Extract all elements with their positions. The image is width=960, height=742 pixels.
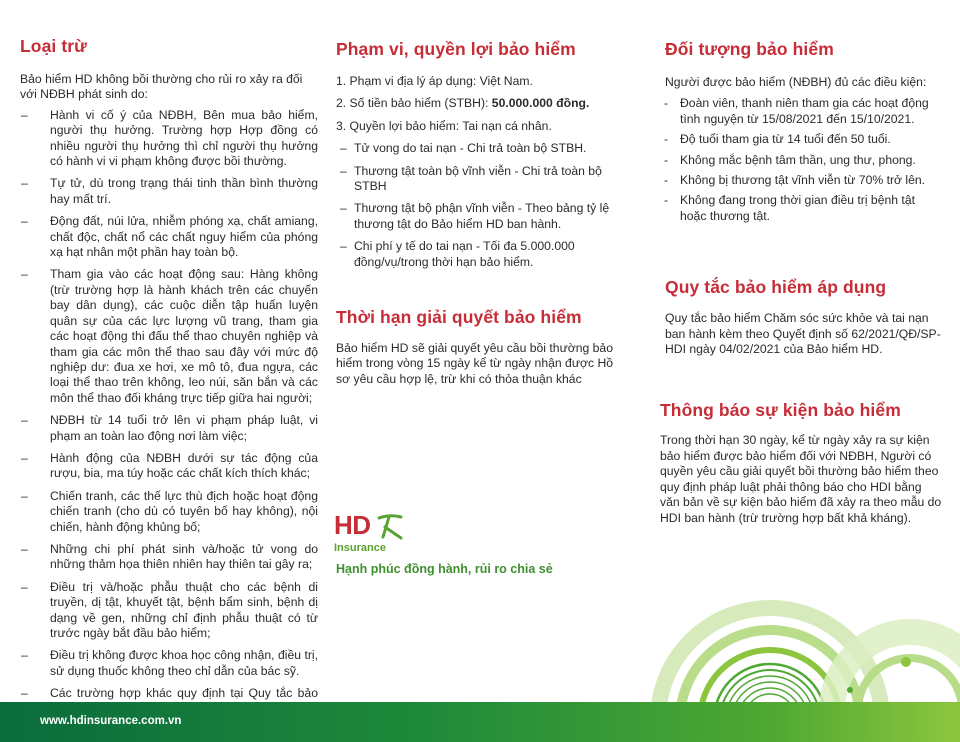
hd-insurance-logo bbox=[334, 512, 404, 555]
insured-intro: Người được bảo hiểm (NĐBH) đủ các điều kiện: bbox=[665, 75, 927, 89]
list-item: - Không đang trong thời gian điều trị bệnh tật hoặc thương tật. bbox=[660, 193, 942, 224]
exclusions-title: Loại trừ bbox=[20, 36, 87, 56]
footer-bar bbox=[0, 702, 960, 742]
notification-title: Thông báo sự kiện bảo hiểm bbox=[660, 400, 901, 421]
list-item: – Điều trị và/hoặc phẫu thuật cho các bệnh di truyền, dị tật, khuyết tật, bệnh bẩm sinh, bệnh dị dạng về gen, những chỉ định phẫu thuật có từ trước ngày bắt đầu bảo hiểm; bbox=[20, 580, 318, 642]
list-item: – Điều trị không được khoa học công nhận, điều trị, sử dụng thuốc không theo chỉ dẫn của bác sỹ. bbox=[20, 648, 318, 679]
insured-panel bbox=[660, 0, 942, 526]
logo-text: HD bbox=[334, 510, 371, 540]
rules-text: Quy tắc bảo hiểm Chăm sóc sức khỏe và tai nạn ban hành kèm theo Quyết định số 62/2021/QĐ/SP-HDI ngày 04/02/2021 của Bảo hiểm HD. bbox=[665, 311, 941, 357]
list-item: – NĐBH từ 14 tuổi trở lên vi phạm pháp luật, vi phạm an toàn lao động nơi làm việc; bbox=[20, 413, 318, 444]
rules-title: Quy tắc bảo hiểm áp dụng bbox=[665, 277, 887, 298]
list-item: - Độ tuổi tham gia từ 14 tuổi đến 50 tuổi. bbox=[660, 132, 942, 147]
slogan: Hạnh phúc đồng hành, rủi ro chia sẻ bbox=[336, 562, 553, 576]
list-item: – Các trường hợp khác quy định tại Quy tắc bảo bbox=[20, 686, 318, 717]
logo-subtext: Insurance bbox=[334, 542, 386, 554]
exclusions-panel bbox=[20, 0, 318, 724]
list-item: – Tử vong do tai nạn - Chi trả toàn bộ STBH. bbox=[336, 141, 626, 156]
list-item: – Chiến tranh, các thế lực thù địch hoặc hoạt động chiến tranh (cho dù có tuyên bố hay không), nội chiến, hành động khủng bố; bbox=[20, 489, 318, 535]
exclusions-list bbox=[20, 108, 318, 717]
insured-conditions-list bbox=[660, 96, 942, 224]
exclusions-intro: Bảo hiểm HD không bồi thường cho rủi ro xảy ra đối với NĐBH phát sinh do: bbox=[20, 72, 303, 102]
list-item: - Đoàn viên, thanh niên tham gia các hoạt động tình nguyện từ 15/08/2021 đến 15/10/2021. bbox=[660, 96, 942, 127]
coverage-benefits-heading: 3. Quyền lợi bảo hiểm: Tai nạn cá nhân. bbox=[336, 118, 552, 133]
benefits-list bbox=[336, 141, 626, 270]
list-item: – Tham gia vào các hoạt động sau: Hàng không (trừ trường hợp là hành khách trên các chuyến bay dân dụng), các cuộc diễn tập huấn luyện quân sự của các lực lượng vũ trang, tham gia các hoạt động thi đấu thể thao chuyên nghiệp và tham gia các môn thể thao sau đây với mức độ nghiệp dư: đua xe hơi, xe mô tô, đua ngựa, các loại thể thao trên không, leo núi, săn bắn và các môn thể thao đối kháng trực tiếp giữa hai người; bbox=[20, 267, 318, 406]
insured-title: Đối tượng bảo hiểm bbox=[665, 39, 834, 59]
list-item: – Chi phí y tế do tai nạn - Tối đa 5.000.000 đồng/vụ/trong thời hạn bảo hiểm. bbox=[336, 239, 626, 270]
claim-period-text: Bảo hiểm HD sẽ giải quyết yêu cầu bồi thường bảo hiểm trong vòng 15 ngày kể từ ngày nhận được Hồ sơ yêu cầu hợp lệ, trừ khi có thỏa thuận khác bbox=[336, 341, 614, 386]
list-item: – Thương tật bộ phận vĩnh viễn - Theo bảng tỷ lệ thương tật do Bảo hiểm HD ban hành. bbox=[336, 201, 626, 232]
website-link[interactable]: www.hdinsurance.com.vn bbox=[40, 715, 182, 727]
list-item: - Không bị thương tật vĩnh viễn từ 70% trở lên. bbox=[660, 173, 942, 188]
coverage-panel bbox=[336, 0, 626, 387]
list-item: – Động đất, núi lửa, nhiễm phóng xạ, chất amiang, chất độc, chất nổ các chất nguy hiểm của phóng xạ hạt nhân một phần hay toàn bộ. bbox=[20, 214, 318, 260]
coverage-scope: 1. Phạm vi địa lý áp dụng: Việt Nam. bbox=[336, 74, 533, 88]
coverage-details bbox=[336, 74, 626, 134]
sum-insured-label: 2. Số tiền bảo hiểm (STBH): bbox=[336, 96, 492, 111]
coverage-sum-insured bbox=[336, 96, 626, 111]
list-item: – Hành động của NĐBH dưới sự tác động của rượu, bia, ma túy hoặc các chất kích thích khác; bbox=[20, 451, 318, 482]
notification-text: Trong thời hạn 30 ngày, kể từ ngày xảy ra sự kiện bảo hiểm được bảo hiểm đối với NĐBH, Người có quyền yêu cầu giải quyết bồi thường bảo hiểm theo quy định pháp luật phải thông báo cho HDI bằng văn bản về sự kiện bảo hiểm đã xảy ra theo mẫu do HDI ban hành (trừ trường hợp bất khả kháng). bbox=[660, 433, 942, 525]
list-item: – Hành vi cố ý của NĐBH, Bên mua bảo hiểm, người thụ hưởng. Trường hợp Hợp đồng có nhiều người thụ hưởng thì chỉ người thụ hưởng có hành vi vi phạm không được bồi thường. bbox=[20, 108, 318, 170]
list-item: - Không mắc bệnh tâm thần, ung thư, phong. bbox=[660, 153, 942, 168]
list-item: – Thương tật toàn bộ vĩnh viễn - Chi trả toàn bộ STBH bbox=[336, 164, 626, 195]
coverage-title: Phạm vi, quyền lợi bảo hiểm bbox=[336, 39, 576, 59]
logo-star-icon bbox=[376, 512, 404, 540]
sum-insured-value: 50.000.000 đồng. bbox=[491, 96, 590, 111]
claim-period-title: Thời hạn giải quyết bảo hiểm bbox=[336, 307, 582, 328]
list-item: – Những chi phí phát sinh và/hoặc tử vong do những thảm họa thiên nhiên hay thiên tai gây ra; bbox=[20, 542, 318, 573]
list-item: – Tự tử, dù trong trạng thái tinh thần bình thường hay mất trí. bbox=[20, 176, 318, 207]
